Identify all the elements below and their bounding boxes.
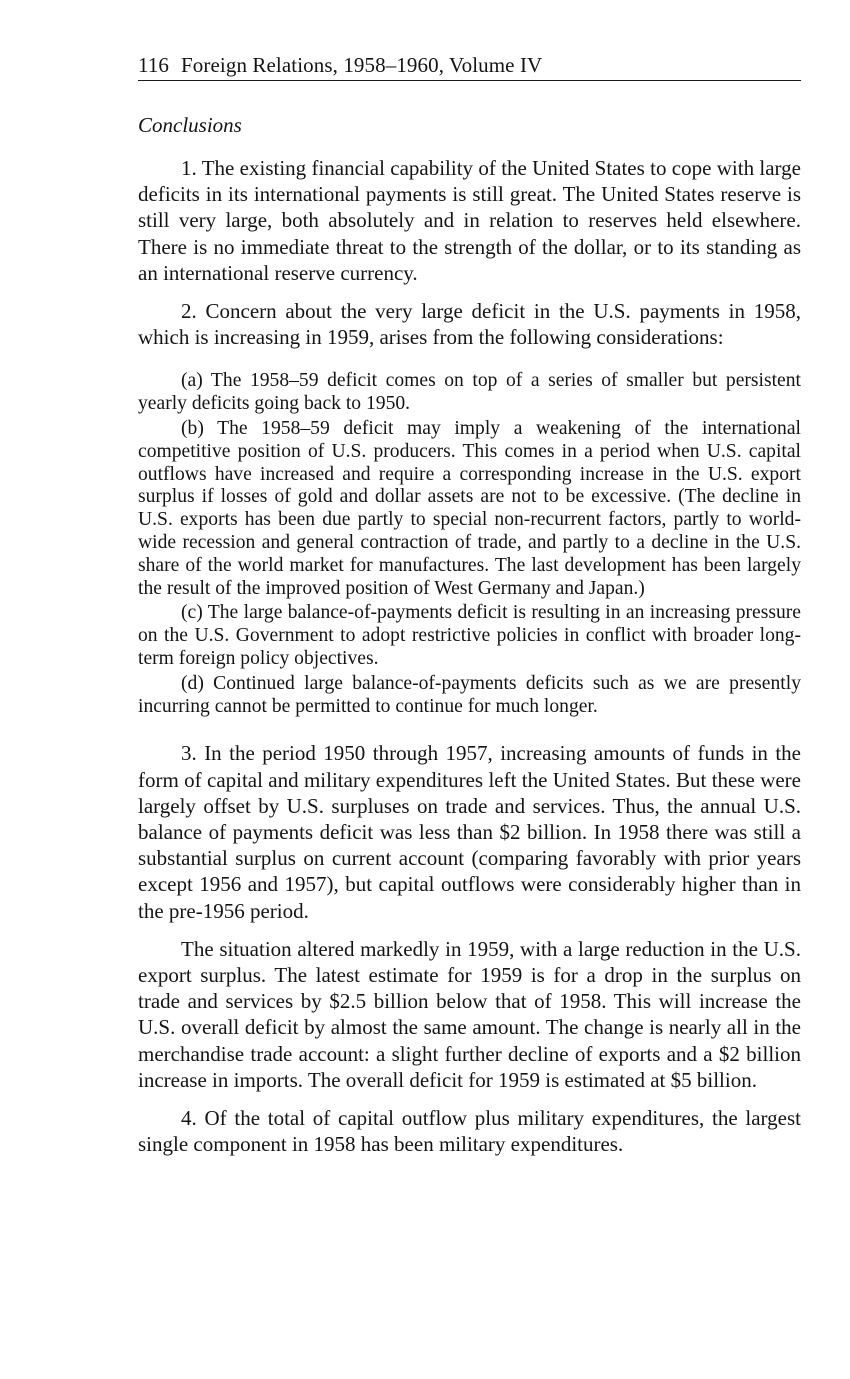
paragraph-2: 2. Concern about the very large deficit in the U.S. payments in 1958, which is increasing in 1959, arises from the following considerations: — [138, 299, 801, 350]
page-number: 116 — [138, 53, 170, 77]
paragraph-situation: The situation altered markedly in 1959, with a large reduction in the U.S. export surplus. The latest estimate for 1959 is for a drop in the surplus on trade and services by $2.5 billion below that of 1958. This will increase the U.S. overall deficit by almost the same amount. The change is nearly all in the merchandise trade account: a slight further decline of exports and a $2 billion increase in imports. The overall deficit for 1959 is estimated at $5 billion. — [138, 936, 801, 1092]
consideration-b: (b) The 1958–59 deficit may imply a weakening of the international competitive position of U.S. producers. This comes in a period when U.S. capital outflows have increased and require a corresponding increase in the U.S. export surplus if losses of gold and dollar assets are not to be excessive. (The decline in U.S. exports has been due partly to special non-recurrent factors, partly to world-wide recession and general contraction of trade, and partly to a decline in the U.S. share of the world market for manufactures. The last development has been largely the result of the improved position of West Germany and Japan.) — [138, 418, 801, 599]
considerations-list — [138, 370, 801, 718]
publication-title: Foreign Relations, 1958–1960, Volume IV — [181, 53, 543, 77]
consideration-a: (a) The 1958–59 deficit comes on top of a series of smaller but persistent yearly deficits going back to 1950. — [138, 370, 801, 415]
section-title: Conclusions — [138, 113, 242, 137]
running-header — [138, 52, 801, 81]
document-page — [138, 52, 801, 1157]
paragraph-3: 3. In the period 1950 through 1957, increasing amounts of funds in the form of capital and military expenditures left the United States. But these were largely offset by U.S. surpluses on trade and services. Thus, the annual U.S. balance of payments deficit was less than $2 billion. In 1958 there was still a substantial surplus on current account (comparing favorably with prior years except 1956 and 1957), but capital outflows were considerably higher than in the pre-1956 period. — [138, 741, 801, 923]
consideration-d: (d) Continued large balance-of-payments deficits such as we are presently incurring cannot be permitted to continue for much longer. — [138, 672, 801, 717]
body-text — [138, 155, 801, 1157]
consideration-c: (c) The large balance-of-payments deficit is resulting in an increasing pressure on the U.S. Government to adopt restrictive policies in conflict with broader long-term foreign policy objectives. — [138, 602, 801, 669]
paragraph-1: 1. The existing financial capability of the United States to cope with large deficits in its international payments is still great. The United States reserve is still very large, both absolutely and in relation to reserves held elsewhere. There is no immediate threat to the strength of the dollar, or to its standing as an international reserve currency. — [138, 156, 801, 285]
paragraph-4: 4. Of the total of capital outflow plus military expenditures, the largest single component in 1958 has been military expenditures. — [138, 1106, 801, 1157]
